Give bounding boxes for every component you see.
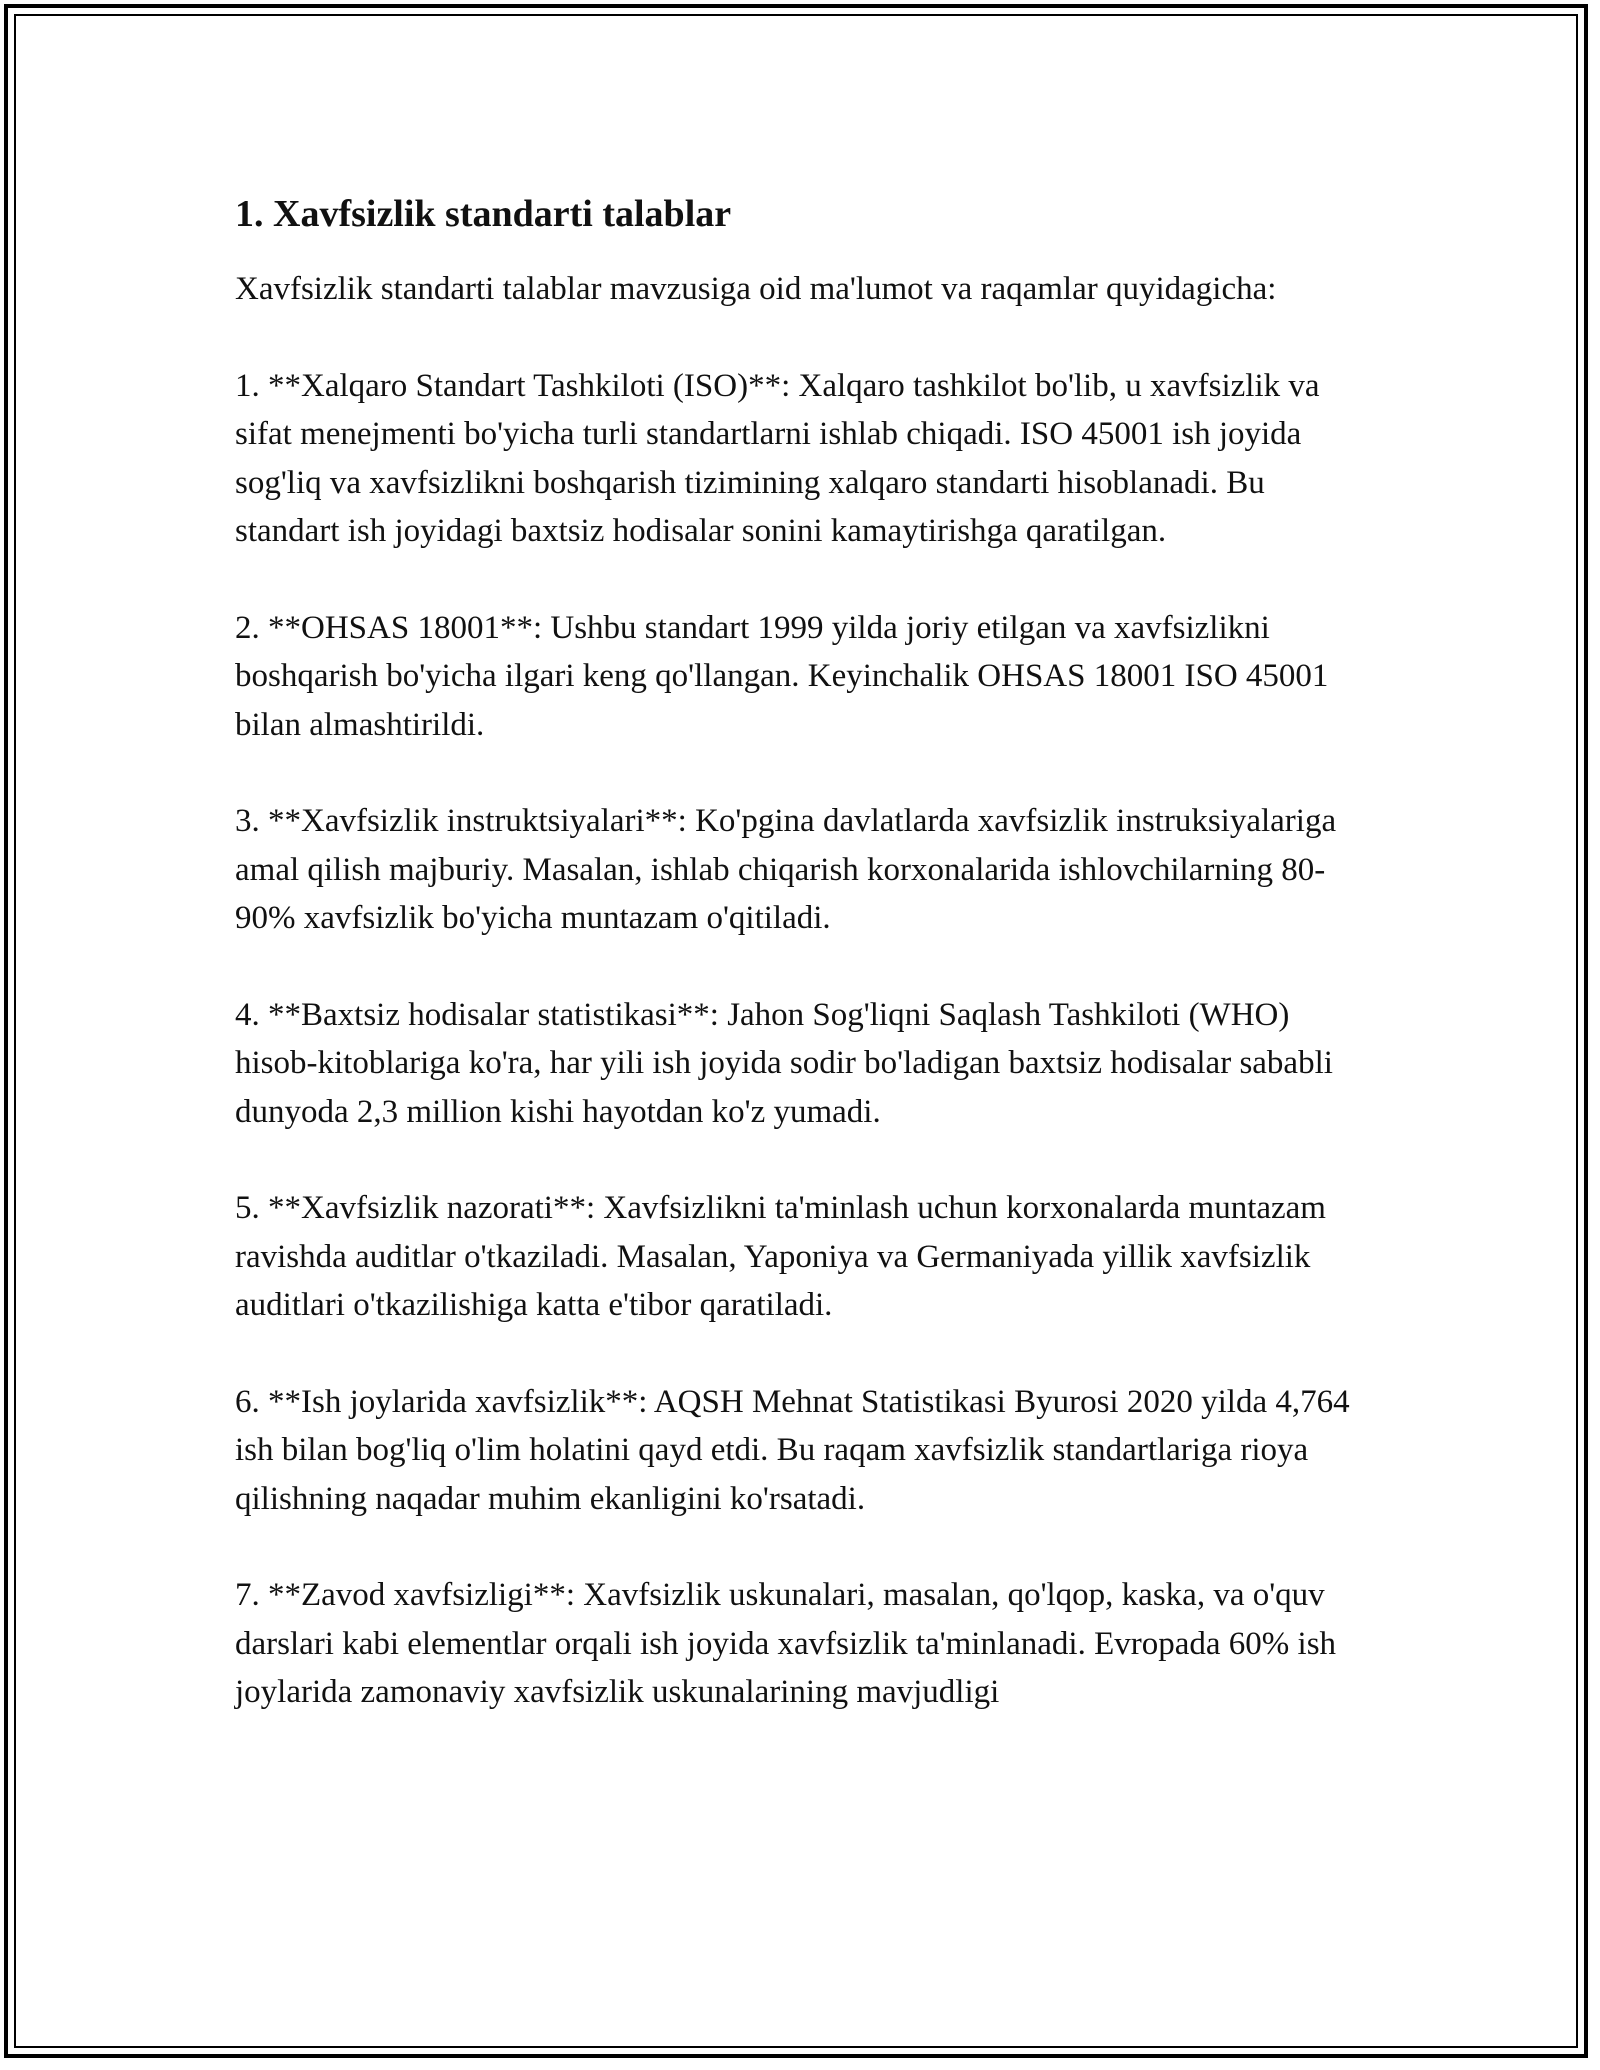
document-body xyxy=(235,185,1370,1717)
list-item-instructions: 3. **Xavfsizlik instruktsiyalari**: Ko'pgina davlatlarda xavfsizlik instruksiyalariga amal qilish majburiy. Masalan, ishlab chiqarish korxonalarida ishlovchilarning 80-90% xavfsizlik bo'yicha muntazam o'qitiladi. xyxy=(235,803,1337,936)
intro-paragraph: Xavfsizlik standarti talablar mavzusiga oid ma'lumot va raqamlar quyidagicha: xyxy=(235,271,1277,307)
list-item-factory-safety: 7. **Zavod xavfsizligi**: Xavfsizlik uskunalari, masalan, qo'lqop, kaska, va o'quv darslari kabi elementlar orqali ish joyida xavfsizlik ta'minlanadi. Evropada 60% ish joylarida zamonaviy xavfsizlik uskunalarining mavjudligi xyxy=(235,1577,1337,1710)
list-item-safety-control: 5. **Xavfsizlik nazorati**: Xavfsizlikni ta'minlash uchun korxonalarda muntazam ravishda auditlar o'tkaziladi. Masalan, Yaponiya va Germaniyada yillik xavfsizlik auditlari o'tkazilishiga katta e'tibor qaratiladi. xyxy=(235,1190,1326,1323)
list-item-iso: 1. **Xalqaro Standart Tashkiloti (ISO)**: Xalqaro tashkilot bo'lib, u xavfsizlik va sifat menejmenti bo'yicha turli standartlarni ishlab chiqadi. ISO 45001 ish joyida sog'liq va xavfsizlikni boshqarish tizimining xalqaro standarti hisoblanadi. Bu standart ish joyidagi baxtsiz hodisalar sonini kamaytirishga qaratilgan. xyxy=(235,367,1320,549)
list-item-workplace-safety: 6. **Ish joylarida xavfsizlik**: AQSH Mehnat Statistikasi Byurosi 2020 yilda 4,764 ish bilan bog'liq o'lim holatini qayd etdi. Bu raqam xavfsizlik standartlariga rioya qilishning naqadar muhim ekanligini ko'rsatadi. xyxy=(235,1383,1350,1517)
list-item-ohsas: 2. **OHSAS 18001**: Ushbu standart 1999 yilda joriy etilgan va xavfsizlikni boshqarish bo'yicha ilgari keng qo'llangan. Keyinchalik OHSAS 18001 ISO 45001 bilan almashtirildi. xyxy=(235,609,1329,743)
list-item-accident-statistics: 4. **Baxtsiz hodisalar statistikasi**: Jahon Sog'liqni Saqlash Tashkiloti (WHO) hisob-kitoblariga ko'ra, har yili ish joyida sodir bo'ladigan baxtsiz hodisalar sababli dunyoda 2,3 million kishi hayotdan ko'z yumadi. xyxy=(235,996,1333,1130)
section-heading: 1. Xavfsizlik standarti talablar xyxy=(235,193,732,235)
